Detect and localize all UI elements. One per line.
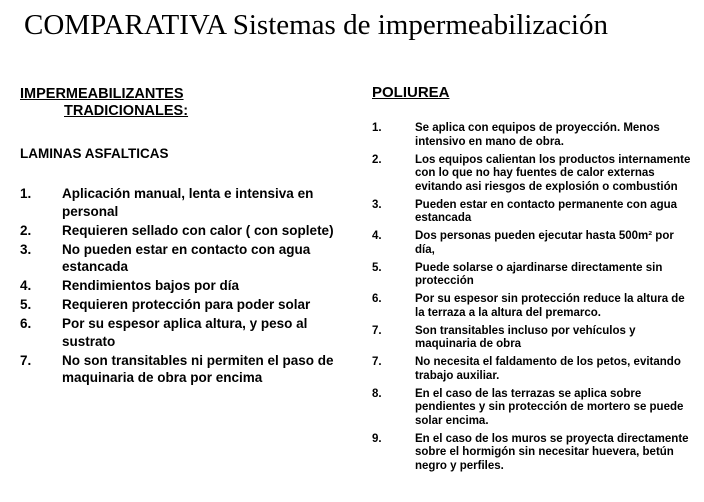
list-item: [372, 154, 694, 195]
list-item: [20, 241, 342, 276]
list-item: [20, 185, 342, 220]
traditional-list: [20, 185, 342, 387]
traditional-column: [20, 86, 342, 388]
item-text: Por su espesor aplica altura, y peso al sustrato: [62, 316, 308, 349]
item-number: 9.: [372, 432, 382, 445]
list-item: [372, 199, 694, 226]
traditional-heading: [20, 86, 342, 120]
item-text: Se aplica con equipos de proyección. Menos intensivo en mano de obra.: [415, 122, 660, 148]
item-number: 2.: [372, 153, 382, 166]
item-text: Los equipos calientan los productos internamente con lo que no hay fuentes de calor externas evitando asi riesgos de explosión o combustión: [415, 153, 691, 193]
list-item: [20, 222, 342, 240]
item-text: Requieren protección para poder solar: [62, 297, 311, 312]
traditional-heading-line1: IMPERMEABILIZANTES: [20, 86, 184, 102]
item-number: 5.: [20, 297, 32, 312]
asphalt-sheets-subheading: LAMINAS ASFALTICAS: [20, 146, 169, 161]
item-number: 8.: [372, 387, 382, 400]
list-item: [372, 122, 694, 149]
list-item: [372, 433, 694, 474]
list-item: [20, 277, 342, 295]
item-text: Por su espesor sin protección reduce la altura de la terraza a la altura del premarco.: [415, 293, 685, 319]
item-text: No pueden estar en contacto con agua estancada: [62, 241, 311, 274]
item-number: 7.: [372, 356, 382, 368]
polyurea-column: [372, 84, 694, 478]
list-item: [372, 230, 694, 257]
item-number: 3.: [372, 198, 382, 211]
item-number: 6.: [20, 316, 32, 331]
list-item: [372, 262, 694, 289]
item-number: 3.: [20, 241, 32, 257]
item-text: Aplicación manual, lenta e intensiva en personal: [62, 186, 314, 219]
item-text: Son transitables incluso por vehículos y maquinaria de obra: [415, 324, 636, 350]
item-number: 6.: [372, 293, 382, 305]
list-item: [372, 356, 694, 383]
item-number: 4.: [372, 230, 382, 242]
item-text: Pueden estar en contacto permanente con agua estancada: [415, 198, 678, 224]
list-item: [20, 352, 342, 387]
item-number: 1.: [372, 122, 382, 134]
list-item: [372, 293, 694, 320]
item-text: Dos personas pueden ejecutar hasta 500m² por día,: [415, 230, 674, 256]
item-text: Rendimientos bajos por día: [62, 278, 240, 293]
item-number: 7.: [372, 324, 382, 337]
item-text: No son transitables ni permiten el paso de maquinaria de obra por encima: [62, 352, 334, 385]
list-item: [20, 315, 342, 350]
item-text: En el caso de los muros se proyecta directamente sobre el hormigón sin necesitar huevera, betún negro y perfiles.: [415, 432, 689, 472]
item-number: 5.: [372, 261, 382, 274]
traditional-heading-line2: TRADICIONALES:: [64, 103, 189, 119]
list-item: [372, 325, 694, 352]
list-item: [20, 296, 342, 314]
page-title: COMPARATIVA Sistemas de impermeabilización: [24, 9, 608, 41]
item-number: 7.: [20, 352, 32, 368]
item-number: 1.: [20, 186, 32, 201]
polyurea-heading: POLIUREA: [372, 84, 450, 101]
list-item: [372, 388, 694, 429]
item-number: 2.: [20, 222, 32, 238]
item-text: Requieren sellado con calor ( con soplete): [62, 222, 334, 238]
item-text: Puede solarse o ajardinarse directamente sin protección: [415, 261, 663, 287]
item-text: No necesita el faldamento de los petos, evitando trabajo auxiliar.: [415, 356, 681, 382]
item-number: 4.: [20, 278, 32, 293]
polyurea-list: [372, 122, 694, 473]
item-text: En el caso de las terrazas se aplica sobre pendientes y sin protección de mortero se puede solar encima.: [415, 387, 684, 427]
